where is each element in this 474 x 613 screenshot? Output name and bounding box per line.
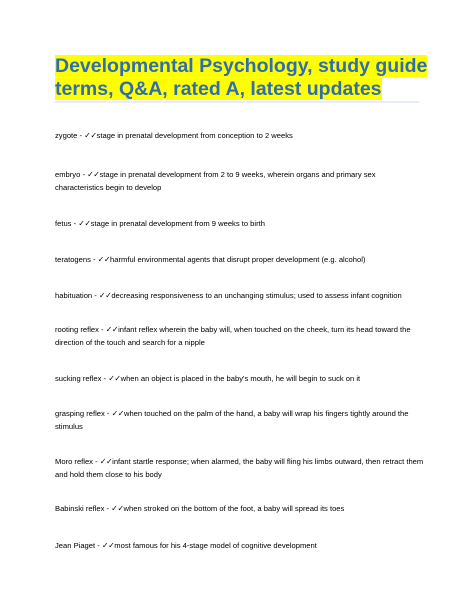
double-check-icon: ✓✓ [101, 541, 115, 550]
entry-definition: when an object is placed in the baby's mouth, he will begin to suck on it [120, 374, 361, 383]
entry-definition: harmful environmental agents that disrupt proper development (e.g. alcohol) [110, 255, 366, 264]
title-row-2 [55, 78, 425, 101]
double-check-icon: ✓✓ [111, 504, 124, 513]
entry-term: Jean Piaget [55, 541, 96, 550]
double-check-icon: ✓✓ [111, 409, 124, 418]
entry-definition: infant reflex wherein the baby will, when touched on the cheek, turn its head toward the direction of the touch and search for a nipple [55, 325, 411, 347]
title-line-2: terms, Q&A, rated A, latest updates [55, 78, 382, 100]
entry-embryo: embryo - ✓✓stage in prenatal development from 2 to 9 weeks, wherein organs and primary sex characteristics begin to develop [55, 170, 376, 192]
entry-teratogens: teratogens - ✓✓harmful environmental agents that disrupt proper development (e.g. alcohol) [55, 255, 366, 264]
entry-term: Moro reflex [55, 457, 93, 466]
entry-definition: when stroked on the bottom of the foot, a baby will spread its toes [123, 504, 345, 513]
entry-grasping-reflex: grasping reflex - ✓✓when touched on the palm of the hand, a baby will wrap his fingers tightly around the stimulus [55, 409, 409, 431]
entry-fetus: fetus - ✓✓stage in prenatal development from 9 weeks to birth [55, 219, 265, 228]
entry-sucking-reflex: sucking reflex - ✓✓when an object is placed in the baby's mouth, he will begin to suck on it [55, 374, 361, 383]
entry-jean-piaget: Jean Piaget - ✓✓most famous for his 4-stage model of cognitive development [55, 541, 317, 550]
double-check-icon: ✓✓ [78, 219, 91, 228]
entry-definition: stage in prenatal development from 2 to 9 weeks, wherein organs and primary sex characteristics begin to develop [55, 170, 376, 192]
double-check-icon: ✓✓ [84, 131, 97, 140]
entry-definition: when touched on the palm of the hand, a baby will wrap his fingers tightly around the stimulus [55, 409, 409, 431]
double-check-icon: ✓✓ [87, 170, 100, 179]
document-title [55, 55, 428, 101]
title-line-1: Developmental Psychology, study guide [55, 55, 428, 77]
entry-definition: stage in prenatal development from 9 weeks to birth [90, 219, 265, 228]
entry-moro-reflex: Moro reflex - ✓✓infant startle response; when alarmed, the baby will fling his limbs outward, then retract them and hold them close to his body [55, 457, 424, 479]
double-check-icon: ✓✓ [98, 291, 112, 300]
entry-definition: decreasing responsiveness to an unchanging stimulus; used to assess infant cognition [111, 291, 402, 300]
entry-zygote: zygote - ✓✓stage in prenatal development from conception to 2 weeks [55, 131, 293, 140]
entry-term: embryo [55, 170, 81, 179]
entry-term: Babinski reflex [55, 504, 105, 513]
entry-term: rooting reflex [55, 325, 99, 334]
title-row-1 [55, 55, 428, 78]
double-check-icon: ✓✓ [99, 457, 113, 466]
double-check-icon: ✓✓ [97, 255, 111, 264]
double-check-icon: ✓✓ [108, 374, 121, 383]
entry-term: sucking reflex [55, 374, 102, 383]
entry-term: habituation [55, 291, 93, 300]
double-check-icon: ✓✓ [105, 325, 119, 334]
entry-habituation: habituation - ✓✓decreasing responsiveness to an unchanging stimulus; used to assess infant cognition [55, 291, 402, 300]
title-divider [55, 101, 419, 103]
entry-term: fetus [55, 219, 72, 228]
entry-term: zygote [55, 131, 78, 140]
entry-definition: infant startle response; when alarmed, the baby will fling his limbs outward, then retract them and hold them close to his body [55, 457, 424, 479]
entry-rooting-reflex: rooting reflex - ✓✓infant reflex wherein the baby will, when touched on the cheek, turn its head toward the direction of the touch and search for a nipple [55, 325, 411, 347]
entry-definition: stage in prenatal development from conception to 2 weeks [96, 131, 293, 140]
entry-term: teratogens [55, 255, 91, 264]
entry-definition: most famous for his 4-stage model of cognitive development [114, 541, 317, 550]
entry-term: grasping reflex [55, 409, 105, 418]
entry-babinski-reflex: Babinski reflex - ✓✓when stroked on the bottom of the foot, a baby will spread its toes [55, 504, 345, 513]
